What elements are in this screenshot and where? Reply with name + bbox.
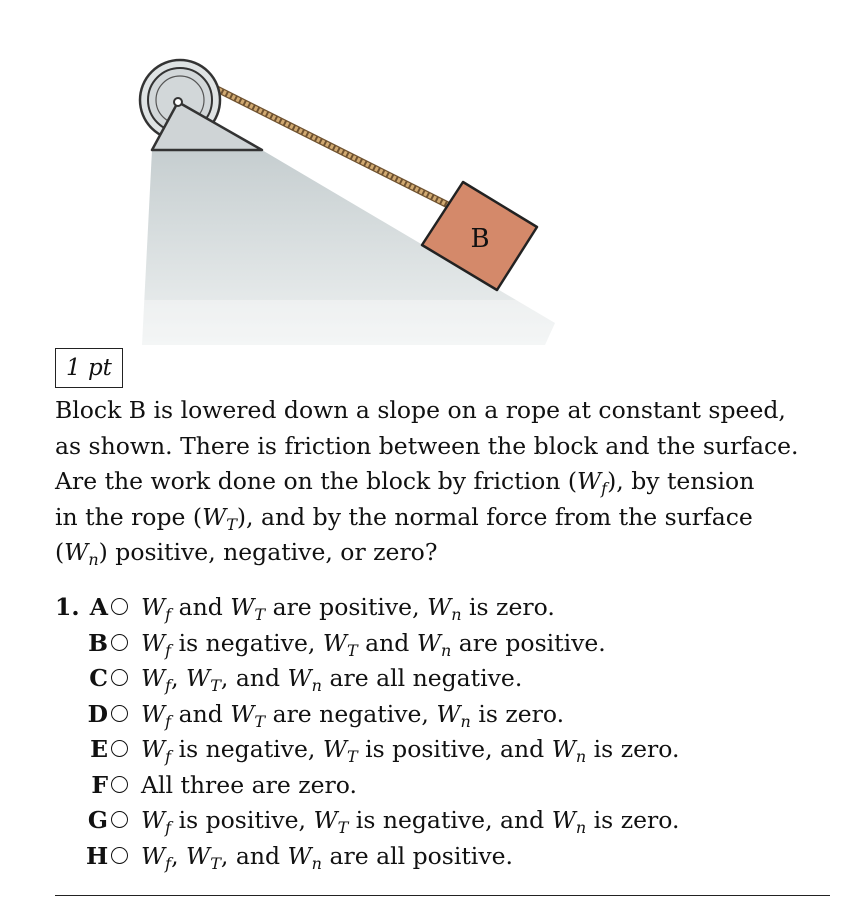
- radio-button[interactable]: [111, 776, 128, 793]
- choice-text: $W_f$ is negative, $W_T$ and $W_n$ are positive.: [141, 628, 606, 660]
- choice-a[interactable]: [55, 590, 835, 626]
- question-text: [55, 393, 840, 571]
- choice-c[interactable]: [55, 661, 835, 697]
- choice-d[interactable]: [55, 697, 835, 733]
- answer-choices: [55, 590, 835, 874]
- radio-button[interactable]: [111, 811, 128, 828]
- block-b-label: B: [470, 224, 490, 254]
- choice-g[interactable]: [55, 803, 835, 839]
- choice-b[interactable]: [55, 626, 835, 662]
- choice-letter: G: [87, 806, 108, 834]
- choice-letter: C: [89, 664, 108, 692]
- choice-text: $W_f$, $W_T$, and $W_n$ are all negative.: [141, 664, 523, 695]
- choice-letter: A: [89, 593, 108, 621]
- choice-text: $W_f$ is negative, $W_T$ is positive, and $W_n$ is zero.: [141, 735, 680, 766]
- radio-button[interactable]: [111, 634, 128, 651]
- points-box: 1 pt: [55, 348, 123, 388]
- choice-text: $W_f$, $W_T$, and $W_n$ are all positive.: [141, 841, 513, 873]
- choice-letter: E: [90, 735, 108, 763]
- radio-button[interactable]: [111, 847, 128, 864]
- choice-letter: H: [86, 841, 109, 870]
- radio-button[interactable]: [111, 598, 128, 615]
- bottom-rule: [55, 895, 830, 896]
- ground-fade: [120, 300, 560, 345]
- choice-text: All three are zero.: [141, 770, 357, 799]
- choice-text: $W_f$ and $W_T$ are positive, $W_n$ is zero.: [141, 593, 555, 624]
- radio-button[interactable]: [111, 669, 128, 686]
- radio-button[interactable]: [111, 740, 128, 757]
- choice-text: $W_f$ and $W_T$ are negative, $W_n$ is zero.: [141, 699, 565, 731]
- incline-diagram: [0, 0, 860, 345]
- question-line: Block B is lowered down a slope on a rope at constant speed,: [55, 396, 786, 424]
- choice-letter: B: [88, 628, 108, 657]
- choice-letter: D: [87, 699, 108, 728]
- question-line: as shown. There is friction between the block and the surface.: [55, 431, 799, 460]
- choice-h[interactable]: [55, 839, 835, 875]
- choice-letter: F: [91, 770, 108, 799]
- question-line: $(W_n)$ positive, negative, or zero?: [55, 538, 438, 569]
- choice-text: $W_f$ is positive, $W_T$ is negative, and $W_n$ is zero.: [141, 806, 680, 837]
- choice-f[interactable]: [55, 768, 835, 804]
- question-line: Are the work done on the block by friction $(W_f)$, by tension: [55, 467, 755, 498]
- choice-e[interactable]: [55, 732, 835, 768]
- question-line: in the rope $(W_T)$, and by the normal force from the surface: [55, 502, 753, 534]
- radio-button[interactable]: [111, 705, 128, 722]
- question-number: 1.: [55, 593, 80, 621]
